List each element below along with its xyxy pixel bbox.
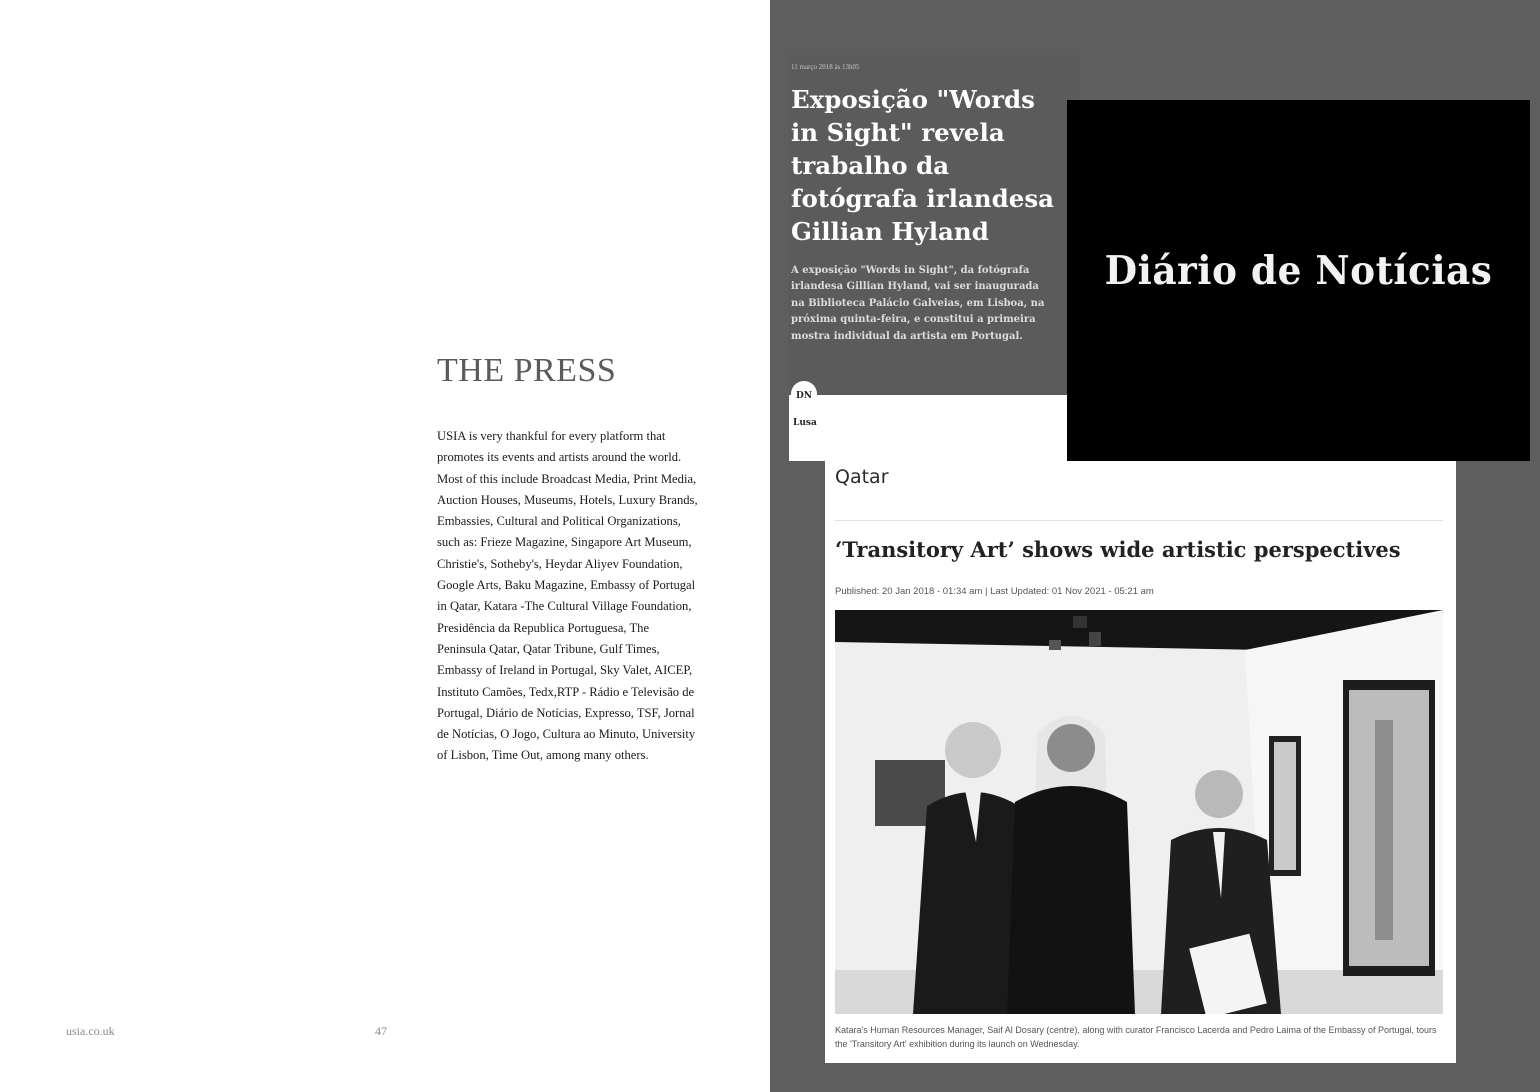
qatar-article-clipping xyxy=(825,461,1456,1063)
dn-article-headline: Exposição "Words in Sight" revela trabalho da fotógrafa irlandesa Gillian Hyland xyxy=(791,85,1054,246)
press-intro-paragraph: USIA is very thankful for every platform that promotes its events and artists around the world. Most of this include Broadcast Media, Print Media, Auction Houses, Museums, Hotels, Luxury Brands, Embassies, Cultural and Political Organizations, such as: Frieze Magazine, Singapore Art Museum, Christie's, Sotheby's, Heydar Aliyev Foundation, Google Arts, Baku Magazine, Embassy of Portugal in Qatar, Katara -The Cultural Village Foundation, Presidência da Republica Portuguesa, The Peninsula Qatar, Qatar Tribune, Gulf Times, Embassy of Ireland in Portugal, Sky Valet, AICEP, Instituto Camões, Tedx,RTP - Rádio e Televisão de Portugal, Diário de Notícias, Expresso, TSF, Jornal de Notícias, O Jogo, Cultura ao Minuto, University of Lisbon, Time Out, among many others. xyxy=(437,429,698,763)
dn-article-clipping xyxy=(789,55,1079,461)
dn-article-date: 11 março 2018 às 13h05 xyxy=(791,63,860,71)
dn-logo-panel xyxy=(1067,100,1530,461)
footer-website: usia.co.uk xyxy=(66,1024,115,1038)
qatar-article-meta: Published: 20 Jan 2018 - 01:34 am | Last Updated: 01 Nov 2021 - 05:21 am xyxy=(835,586,1154,597)
dn-byline-strip xyxy=(789,395,1079,461)
exhibition-photo-caption: Katara's Human Resources Manager, Saif Al Dosary (centre), along with curator Francisco Lacerda and Pedro Laima of the Embassy of Portugal, tours the 'Transitory Art' exhibition during its launch on Wednesday. xyxy=(835,1025,1437,1049)
qatar-section-label: Qatar xyxy=(835,466,889,488)
exhibition-photo xyxy=(835,610,1443,1014)
section-divider xyxy=(835,520,1443,521)
dn-article-author: Lusa xyxy=(793,418,817,428)
dn-article-lede: A exposição "Words in Sight", da fotógrafa irlandesa Gillian Hyland, vai ser inaugurada na Biblioteca Palácio Galveias, em Lisboa, na próxima quinta-feira, e constitui a primeira mostra individual da artista em Portugal. xyxy=(791,265,1045,342)
page-number: 47 xyxy=(375,1024,387,1038)
qatar-article-headline: ‘Transitory Art’ shows wide artistic perspectives xyxy=(835,537,1401,562)
exhibition-photo-illustration xyxy=(835,610,1443,1014)
dn-badge-icon: DN xyxy=(791,381,817,407)
page-title: THE PRESS xyxy=(437,352,617,389)
dn-logo-wordmark: Diário de Notícias xyxy=(1104,248,1493,294)
